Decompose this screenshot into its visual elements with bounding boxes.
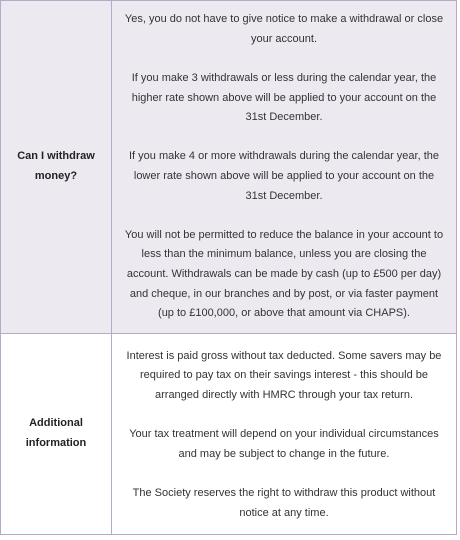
row-label-withdraw-money: Can I withdraw money?: [1, 1, 112, 334]
table-row-additional-information: [1, 334, 457, 535]
additional-paragraph-withdraw-product: The Society reserves the right to withdraw this product without notice at any time.: [132, 486, 436, 519]
withdraw-paragraph-minimum-balance: You will not be permitted to reduce the balance in your account to less than the minimum balance, unless you are closing the account. Withdrawals can be made by cash (up to £500 per day) and cheque, in our branches and by post, or via faster payment (up to £100,000, or above that amount via CHAPS).: [124, 228, 444, 320]
withdraw-paragraph-lower-rate: If you make 4 or more withdrawals during the calendar year, the lower rate shown above will be applied to your account on the 31st December.: [129, 150, 439, 202]
withdraw-paragraph-higher-rate: If you make 3 withdrawals or less during the calendar year, the higher rate shown above will be applied to your account on the 31st December.: [131, 72, 437, 124]
row-content-withdraw-money: [112, 1, 457, 334]
additional-paragraph-tax: Interest is paid gross without tax deducted. Some savers may be required to pay tax on their savings interest - this should be arranged directly with HMRC through your tax return.: [126, 349, 442, 402]
additional-paragraph-tax-treatment: Your tax treatment will depend on your individual circumstances and may be subject to change in the future.: [129, 428, 439, 460]
row-label-additional-information: Additional information: [1, 334, 112, 535]
withdraw-paragraph-notice: Yes, you do not have to give notice to make a withdrawal or close your account.: [124, 13, 444, 45]
row-content-additional-information: [112, 334, 457, 535]
table-row-withdraw-money: [1, 1, 457, 334]
